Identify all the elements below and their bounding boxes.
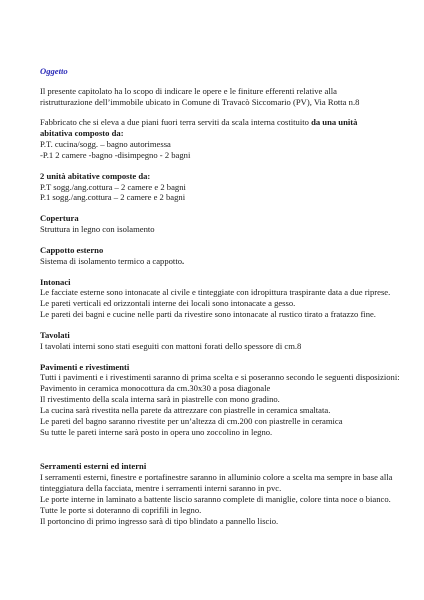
building-detail: -P.1 2 camere -bagno -disimpegno - 2 bagni xyxy=(40,149,191,160)
intonaci-section xyxy=(40,277,400,320)
units-line: P.T sogg./ang.cottura – 2 camere e 2 bagni xyxy=(40,181,186,192)
cappotto-text: Sistema di isolamento termico a cappotto xyxy=(40,255,183,266)
intonaci-line: Le facciate esterne sono intonacate al civile e tinteggiate con idropittura traspirante data a due riprese. xyxy=(40,287,391,298)
units-heading: 2 unità abitative composte da: xyxy=(40,170,151,181)
building-bold-text: da una unità xyxy=(311,117,358,128)
building-text: Fabbricato che si eleva a due piani fuori terra serviti da scala interna costituito xyxy=(40,117,312,128)
pavimenti-section xyxy=(40,362,400,438)
intonaci-line: Le pareti verticali ed orizzontali interne dei locali sono intonacate a gesso. xyxy=(40,298,296,309)
serramenti-heading: Serramenti esterni ed interni xyxy=(40,461,147,472)
spacer xyxy=(40,447,400,461)
intro-paragraph xyxy=(40,86,400,108)
serramenti-line: I serramenti esterni, finestre e portafinestre saranno in alluminio colore a scelta ma sempre in base alla tinteggiatura della facciata, mentre i serramenti interni saranno in pvc. xyxy=(40,472,393,494)
copertura-line: Struttura in legno con isolamento xyxy=(40,224,155,235)
intro-line: ristrutturazione dell’immobile ubicato in Comune di Travacò Siccomario (PV), Via Rotta n.8 xyxy=(40,96,360,107)
cappotto-heading: Cappotto esterno xyxy=(40,244,104,255)
intro-line: Il presente capitolato ha lo scopo di indicare le opere e le finiture efferenti relative alla xyxy=(40,85,337,96)
serramenti-line: Il portoncino di primo ingresso sarà di tipo blindato a pannello liscio. xyxy=(40,515,279,526)
pavimenti-line: Le pareti del bagno saranno rivestite per un’altezza di cm.200 con piastrelle in ceramica xyxy=(40,415,343,426)
cappotto-section xyxy=(40,245,400,267)
tavolati-section xyxy=(40,330,400,352)
intonaci-line: Le pareti dei bagni e cucine nelle parti da rivestire sono intonacate al rustico tirato a fratazzo fine. xyxy=(40,309,376,320)
tavolati-heading: Tavolati xyxy=(40,329,70,340)
building-paragraph xyxy=(40,117,400,160)
units-section xyxy=(40,171,400,203)
pavimenti-heading: Pavimenti e rivestimenti xyxy=(40,361,130,372)
pavimenti-line: Il rivestimento della scala interna sarà in piastrelle con mono gradino. xyxy=(40,394,280,405)
pavimenti-line: La cucina sarà rivestita nella parete da attrezzare con piastrelle in ceramica smaltata. xyxy=(40,404,331,415)
building-description xyxy=(40,117,400,128)
serramenti-line: Tutte le porte si doteranno di coprifili in legno. xyxy=(40,504,202,515)
pavimenti-line: Pavimento in ceramica monocottura da cm.30x30 a posa diagonale xyxy=(40,383,271,394)
tavolati-line: I tavolati interni sono stati eseguiti con mattoni forati dello spessore di cm.8 xyxy=(40,340,302,351)
copertura-section xyxy=(40,213,400,235)
serramenti-line: Le porte interne in laminato a battente liscio saranno complete di maniglie, colore tinta noce o bianco. xyxy=(40,493,391,504)
building-bold-line: abitativa composto da: xyxy=(40,128,124,139)
cappotto-line xyxy=(40,256,400,267)
copertura-heading: Copertura xyxy=(40,213,79,224)
building-detail: P.T. cucina/sogg. – bagno autorimessa xyxy=(40,139,171,150)
intonaci-heading: Intonaci xyxy=(40,276,71,287)
pavimenti-line: Tutti i pavimenti e i rivestimenti saranno di prima scelta e si poseranno secondo le seguenti disposizioni: xyxy=(40,372,400,383)
cappotto-end: . xyxy=(182,255,185,266)
pavimenti-line: Su tutte le pareti interne sarà posto in opera uno zoccolino in legno. xyxy=(40,426,273,437)
page-title: Oggetto xyxy=(40,66,68,76)
serramenti-section xyxy=(40,461,400,526)
units-line: P.1 sogg./ang.cottura – 2 camere e 2 bagni xyxy=(40,192,186,203)
